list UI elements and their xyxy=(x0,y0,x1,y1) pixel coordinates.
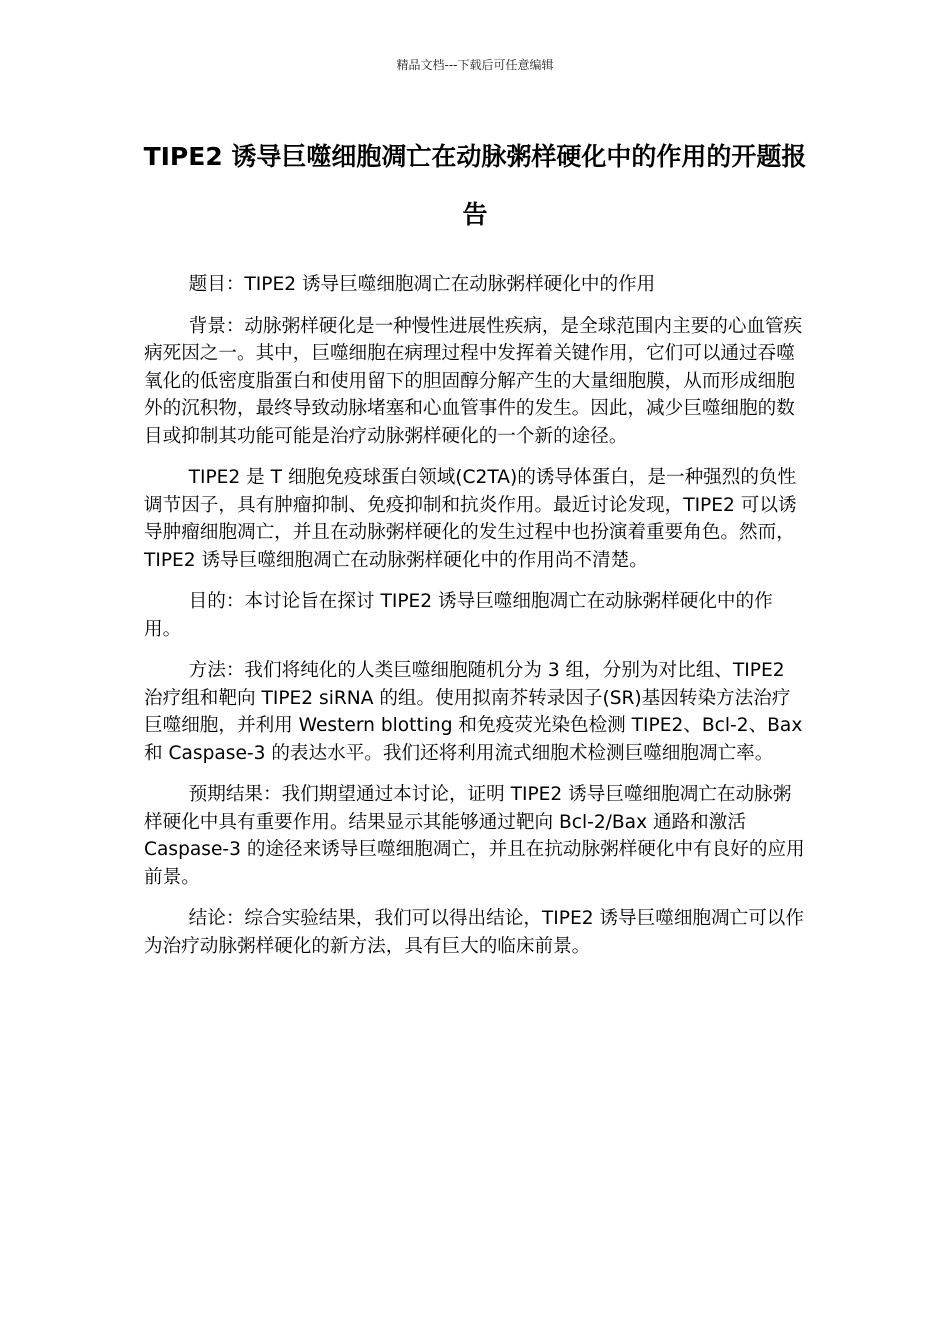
paragraph-expected-results: 预期结果：我们期望通过本讨论，证明 TIPE2 诱导巨噬细胞凋亡在动脉粥样硬化中具有重要作用。结果显示其能够通过靶向 Bcl-2/Bax 通路和激活 Caspase-3 的途径来诱导巨噬细胞凋亡，并且在抗动脉粥样硬化中有良好的应用前景。 xyxy=(144,784,805,888)
paragraph-topic: 题目：TIPE2 诱导巨噬细胞凋亡在动脉粥样硬化中的作用 xyxy=(188,274,656,295)
paragraph-background: 背景：动脉粥样硬化是一种慢性进展性疾病，是全球范围内主要的心血管疾病死因之一。其中，巨噬细胞在病理过程中发挥着关键作用，它们可以通过吞噬氧化的低密度脂蛋白和使用留下的胆固醇分解产生的大量细胞膜，从而形成细胞外的沉积物，最终导致动脉堵塞和心血管事件的发生。因此，减少巨噬细胞的数目或抑制其功能可能是治疗动脉粥样硬化的一个新的途径。 xyxy=(144,315,803,447)
paragraph-objective: 目的：本讨论旨在探讨 TIPE2 诱导巨噬细胞凋亡在动脉粥样硬化中的作用。 xyxy=(144,591,773,640)
document-body xyxy=(144,271,806,974)
header-note: 精品文档---下载后可任意编辑 xyxy=(396,58,554,72)
paragraph-conclusion: 结论：综合实验结果，我们可以得出结论，TIPE2 诱导巨噬细胞凋亡可以作为治疗动脉粥样硬化的新方法，具有巨大的临床前景。 xyxy=(144,908,804,957)
paragraph-methods: 方法：我们将纯化的人类巨噬细胞随机分为 3 组，分别为对比组、TIPE2 治疗组和靶向 TIPE2 siRNA 的组。使用拟南芥转录因子(SR)基因转染方法治疗巨噬细胞，并利用 Western blotting 和免疫荧光染色检测 TIPE2、Bcl-2、Bax 和 Caspase-3 的表达水平。我们还将利用流式细胞术检测巨噬细胞凋亡率。 xyxy=(144,660,803,764)
paragraph-tipe2-intro: TIPE2 是 T 细胞免疫球蛋白领域(C2TA)的诱导体蛋白，是一种强烈的负性调节因子，具有肿瘤抑制、免疫抑制和抗炎作用。最近讨论发现，TIPE2 可以诱导肿瘤细胞凋亡，并且在动脉粥样硬化的发生过程中也扮演着重要角色。然而，TIPE2 诱导巨噬细胞凋亡在动脉粥样硬化中的作用尚不清楚。 xyxy=(144,467,797,571)
document-title: TIPE2 诱导巨噬细胞凋亡在动脉粥样硬化中的作用的开题报告 xyxy=(143,142,807,229)
